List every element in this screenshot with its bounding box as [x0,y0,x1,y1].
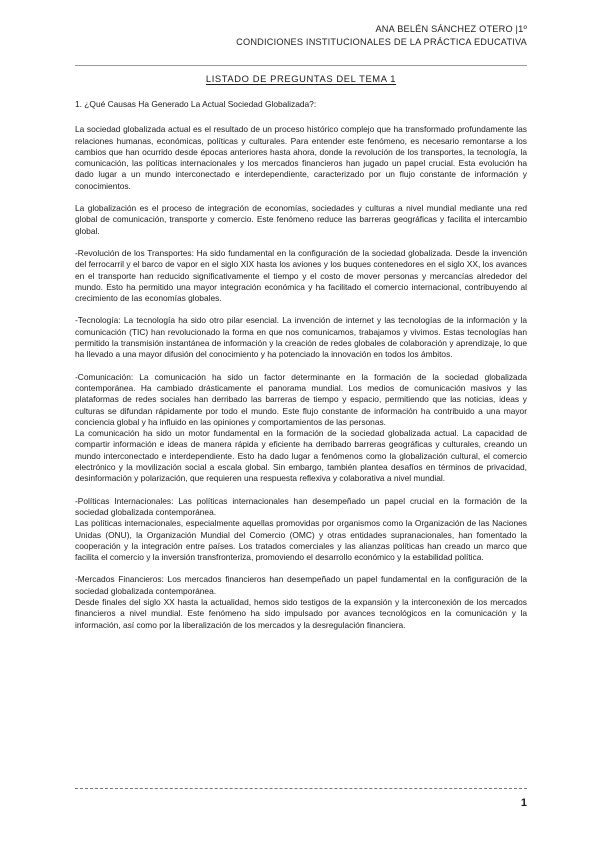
paragraph-definition: La globalización es el proceso de integración de economías, sociedades y culturas a nivel mundial mediante una red global de comunicación, transporte y comercio. Este fenómeno reduce las barreras geográficas y facilita el intercambio global. [75,203,527,236]
paragraph-communication-2: La comunicación ha sido un motor fundamental en la formación de la sociedad globalizada actual. La capacidad de compartir información e ideas de manera rápida y eficiente ha derribado barreras geográficas y culturales, creando un mundo interconectado e interdependiente. Esto ha dado lugar a fenómenos como la globalización cultural, el comercio electrónico y la movilización social a escala global. Sin embargo, también plantea desafíos en términos de privacidad, desinformación y polarización, que requieren una respuesta reflexiva y colaborativa a nivel mundial. [75,428,527,484]
header-author: ANA BELÉN SÁNCHEZ OTERO |1º [375,24,527,34]
paragraph-policies: -Políticas Internacionales: Las políticas internacionales han desempeñado un papel crucial en la formación de la sociedad globalizada contemporánea. [75,495,527,517]
paragraph-markets: -Mercados Financieros: Los mercados financieros han desempeñado un papel fundamental en la configuración de la sociedad globalizada contemporánea. [75,574,527,596]
paragraph-policies-2: Las políticas internacionales, especialmente aquellas promovidas por organismos como la Organización de las Naciones Unidas (ONU), la Organización Mundial del Comercio (OMC) y otras entidades supranacionales, han fomentado la cooperación y la integración entre países. Los tratados comerciales y las alianzas políticas han creado un marco que facilita el comercio y la inversión transfronteriza, promoviendo el desarrollo económico y la estabilidad política. [75,518,527,563]
page-header [236,23,527,49]
question-heading: 1. ¿Qué Causas Ha Generado La Actual Sociedad Globalizada?: [75,99,317,109]
paragraph-intro: La sociedad globalizada actual es el resultado de un proceso histórico complejo que ha transformado profundamente las relaciones humanas, económicas, políticas y culturales. Para entender este fenómeno, es necesario remontarse a los cambios que han ocurrido desde épocas anteriores hasta ahora, donde la revolución de los transportes, la tecnología, la comunicación, las políticas internacionales y los mercados financieros han jugado un papel crucial. Esta evolución ha dado lugar a un mundo interconectado e interdependiente, caracterizado por un flujo constante de información y conocimientos. [75,124,527,191]
paragraph-transport: -Revolución de los Transportes: Ha sido fundamental en la configuración de la sociedad globalizada. Desde la invención del ferrocarril y el barco de vapor en el siglo XIX hasta los aviones y los buques contenedores en el siglo XX, los avances en el transporte han reducido significativamente el tiempo y el costo de mover personas y mercancías alrededor del mundo. Esto ha permitido una mayor integración económica y ha facilitado el comercio internacional, contribuyendo al crecimiento de las economías globales. [75,247,527,304]
footer-divider [75,788,527,789]
paragraph-technology: -Tecnología: La tecnología ha sido otro pilar esencial. La invención de internet y las tecnologías de la información y la comunicación (TIC) han revolucionado la forma en que nos comunicamos, trabajamos y vivimos. Estas tecnologías han permitido la transmisión instantánea de información y la creación de redes globales de colaboración y aprendizaje, lo que ha llevado a una mayor difusión del conocimiento y ha potenciado la innovación en todos los ámbitos. [75,315,527,360]
paragraph-communication: -Comunicación: La comunicación ha sido un factor determinante en la formación de la sociedad globalizada contemporánea. Ha cambiado drásticamente el panorama mundial. Los medios de comunicación masivos y las plataformas de redes sociales han derribado las barreras de tiempo y espacio, permitiendo que las noticias, ideas y culturas se difundan rápidamente por todo el mundo. Este flujo constante de información ha contribuido a una mayor conciencia global y ha influido en las opiniones y comportamientos de las personas. [75,371,527,427]
document-title [75,73,527,84]
document-title-text: LISTADO DE PREGUNTAS DEL TEMA 1 [205,73,397,84]
header-course: CONDICIONES INSTITUCIONALES DE LA PRÁCTICA EDUCATIVA [236,37,527,47]
page-number: 1 [520,797,527,809]
paragraph-markets-2: Desde finales del siglo XX hasta la actualidad, hemos sido testigos de la expansión y la interconexión de los mercados financieros a nivel mundial. Este fenómeno ha sido impulsado por avances tecnológicos en la comunicación y la información, así como por la liberalización de los mercados y la desregulación financiera. [75,596,527,630]
document-body [75,99,527,642]
header-divider [75,65,527,66]
